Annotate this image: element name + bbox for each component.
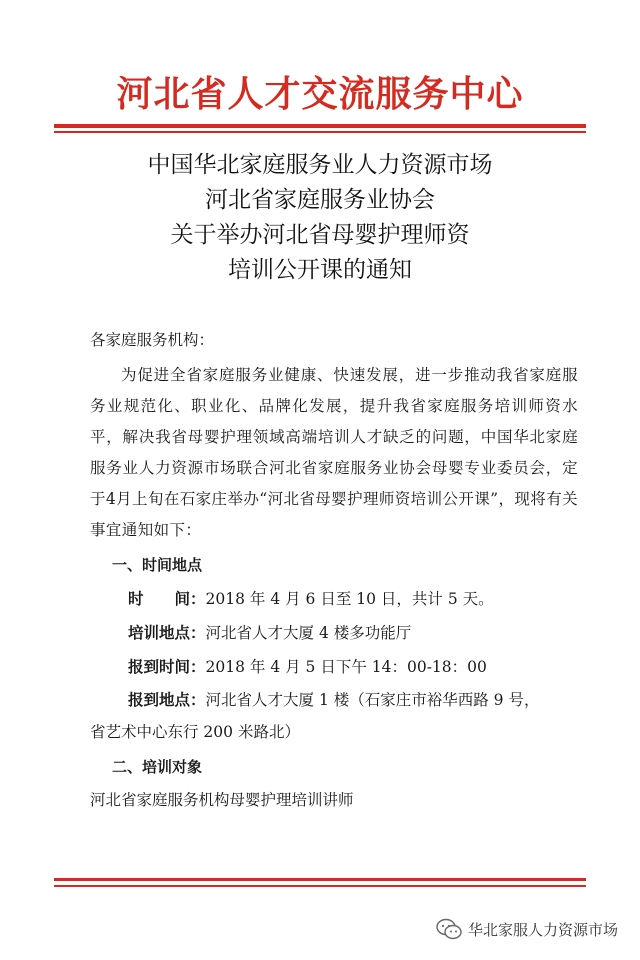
- checkin-time-value: 2018 年 4 月 5 日下午 14：00-18：00: [205, 658, 487, 676]
- checkin-time-key: 报到时间：: [128, 658, 206, 676]
- checkin-place-continuation: 省艺术中心东行 200 米路北）: [90, 723, 300, 741]
- header-rule-thin: [54, 131, 586, 133]
- time-row: [128, 582, 578, 616]
- salutation: 各家庭服务机构：: [90, 331, 215, 349]
- header-rule-thick: [54, 124, 586, 128]
- organization-header: 河北省人才交流服务中心: [116, 73, 524, 115]
- checkin-place-value: 河北省人才大厦 1 楼（石家庄市裕华西路 9 号，: [205, 691, 540, 709]
- footer-rule-thick: [54, 878, 586, 881]
- notice-body: [90, 326, 578, 816]
- title-line-4: 培训公开课的通知: [228, 257, 412, 283]
- checkin-time-row: [128, 650, 578, 684]
- venue-row: [128, 616, 578, 650]
- title-line-1: 中国华北家庭服务业人力资源市场: [147, 152, 493, 178]
- venue-key: 培训地点：: [128, 624, 206, 642]
- venue-value: 河北省人才大厦 4 楼多功能厅: [205, 624, 412, 642]
- title-line-2: 河北省家庭服务业协会: [205, 187, 435, 213]
- notice-title: [60, 148, 580, 288]
- wechat-icon: [436, 918, 462, 940]
- watermark-text: 华北家服人力资源市场: [467, 920, 618, 939]
- footer-rule-thin: [54, 885, 586, 887]
- title-line-3: 关于举办河北省母婴护理师资: [170, 222, 470, 248]
- section-heading-time-place: 一、时间地点: [112, 556, 203, 574]
- account-watermark: [436, 918, 618, 940]
- time-key: 时 间：: [128, 590, 206, 608]
- checkin-place-key: 报到地点：: [128, 691, 206, 709]
- audience-text: 河北省家庭服务机构母婴护理培训讲师: [90, 791, 354, 809]
- time-value: 2018 年 4 月 6 日至 10 日，共计 5 天。: [205, 590, 494, 608]
- section-heading-audience: 二、培训对象: [112, 758, 203, 776]
- intro-paragraph: 为促进全省家庭服务业健康、快速发展，进一步推动我省家庭服务业规范化、职业化、品牌化发展，提升我省家庭服务培训师资水平，解决我省母婴护理领域高端培训人才缺乏的问题，中国华北家庭服务业人力资源市场联合河北省家庭服务业协会母婴专业委员会，定于4月上旬在石家庄举办“河北省母婴护理师资培训公开课”，现将有关事宜通知如下：: [90, 366, 579, 539]
- checkin-place-row: [128, 684, 578, 716]
